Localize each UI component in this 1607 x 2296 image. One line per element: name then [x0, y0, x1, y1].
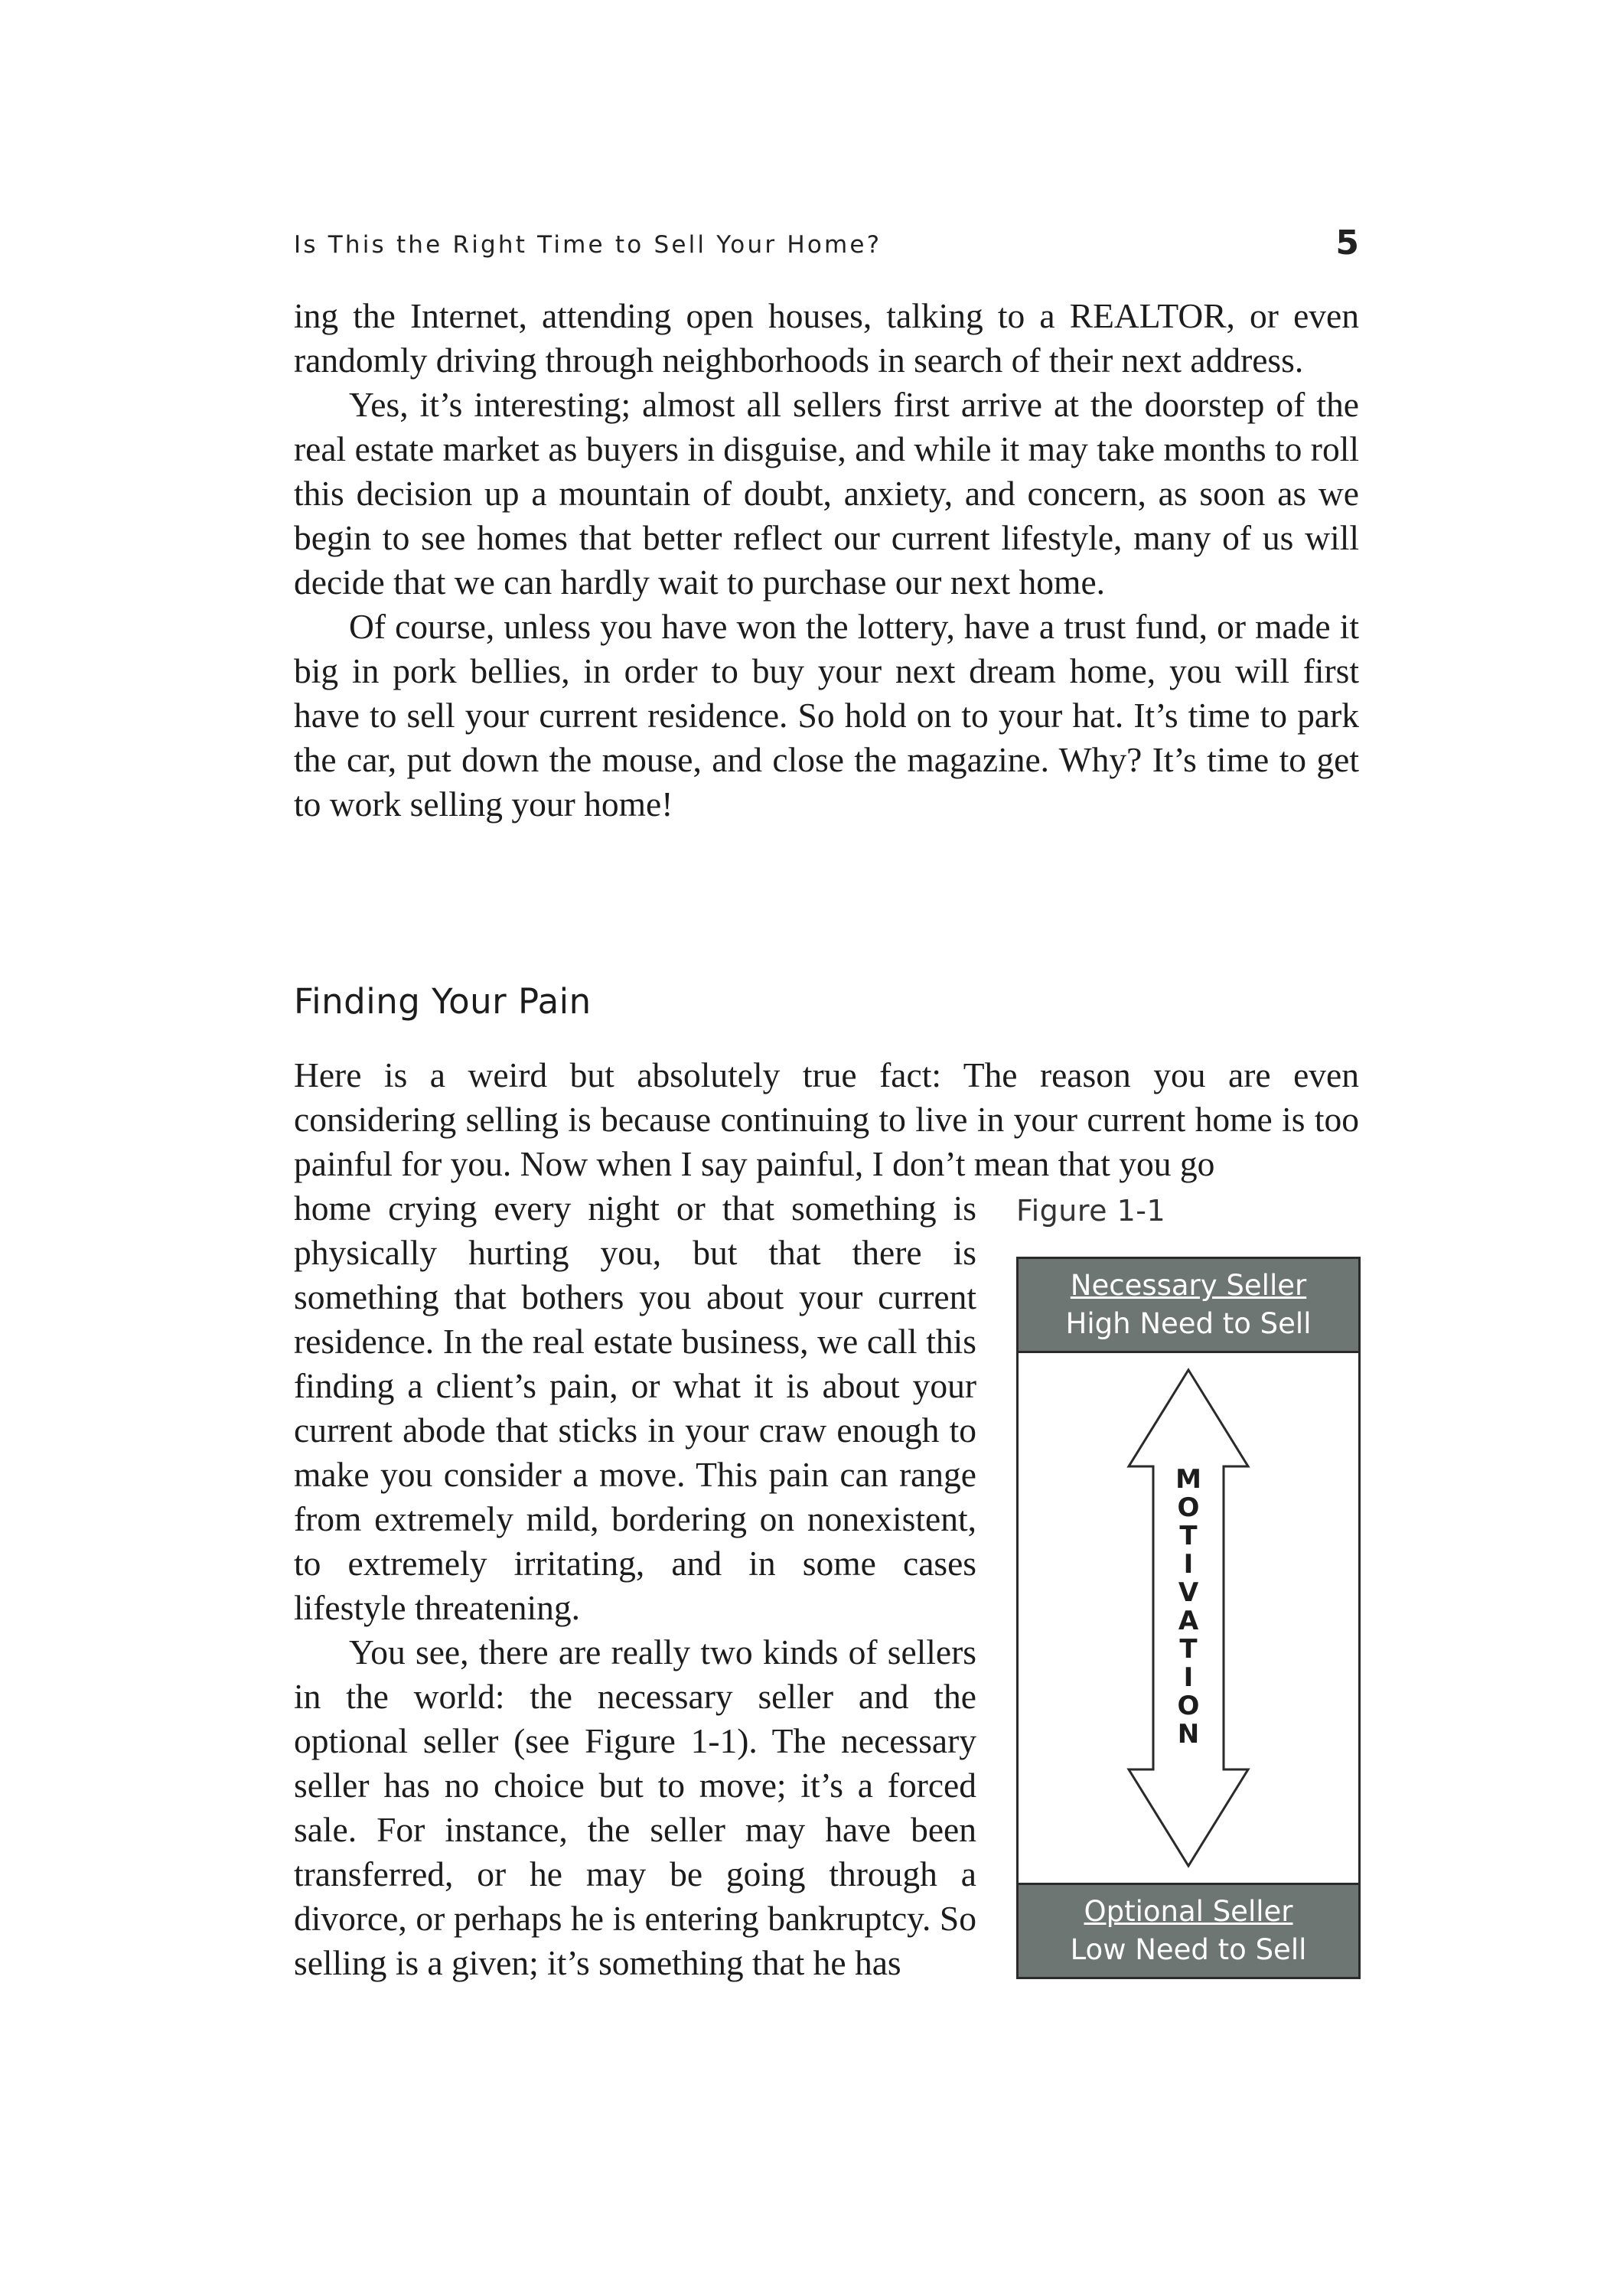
motivation-letter: N: [1177, 1719, 1200, 1750]
section-intro-wide: [294, 1053, 1359, 1186]
paragraph-continuation: ing the Internet, attending open houses, talking to a REALTOR, or even randomly driving through neighborhoods in search of their next address.: [294, 296, 1359, 380]
necessary-seller-label: Necessary Seller: [1070, 1269, 1307, 1302]
motivation-letter: V: [1178, 1577, 1199, 1608]
motivation-letter: T: [1179, 1521, 1198, 1551]
low-need-label: Low Need to Sell: [1070, 1933, 1307, 1966]
motivation-letter: O: [1177, 1691, 1200, 1721]
motivation-letter: I: [1183, 1662, 1194, 1693]
optional-seller-label: Optional Seller: [1084, 1895, 1293, 1928]
figure-1-1: [1016, 1194, 1361, 1979]
motivation-diagram: [1016, 1257, 1361, 1979]
section-heading: Finding Your Pain: [294, 981, 592, 1022]
running-head: [294, 223, 1359, 266]
page-number: 5: [1335, 223, 1359, 263]
motivation-letter: A: [1178, 1606, 1199, 1636]
paragraph-weird-fact: Here is a weird but absolutely true fact: The reason you are even considering selling is because continuing to live in your current home is too painful for you. Now when I say painful, I don’t mean that you go: [294, 1055, 1359, 1183]
paragraph-sell-current-residence: Of course, unless you have won the lottery, have a trust fund, or made it big in pork bellies, in order to buy your next dream home, you will first have to sell your current residence. So hold on to your hat. It’s time to park the car, put down the mouse, and close the magazine. Why? It’s time to get to work selling your home!: [294, 607, 1359, 823]
paragraph-client-pain: home crying every night or that something is physically hurting you, but that there is something that bothers you about your current residence. In the real estate business, we call this finding a client’s pain, or what it is about your current abode that sticks in your craw enough to make you consider a move. This pain can range from extremely mild, bordering on nonexistent, to extremely irritating, and in some cases lifestyle threatening.: [294, 1189, 976, 1627]
motivation-letter: I: [1183, 1549, 1194, 1580]
motivation-vertical-text: [1165, 1466, 1211, 1749]
running-title: Is This the Right Time to Sell Your Home?: [294, 231, 882, 259]
figure-caption: Figure 1-1: [1016, 1194, 1166, 1228]
necessary-seller-band: [1019, 1259, 1358, 1353]
paragraph-two-kinds-of-sellers: You see, there are really two kinds of sellers in the world: the necessary seller and the optional seller (see Figure 1-1). The necessary seller has no choice but to move; it’s a forced sale. For instance, the seller may have been transferred, or he may be going through a divorce, or perhaps he is entering bankruptcy. So selling is a given; it’s something that he has: [294, 1632, 976, 1982]
motivation-letter: T: [1179, 1634, 1198, 1665]
opening-paragraphs: [294, 294, 1359, 827]
motivation-letter: O: [1177, 1492, 1200, 1523]
motivation-letter: M: [1175, 1464, 1201, 1495]
high-need-label: High Need to Sell: [1065, 1307, 1312, 1340]
section-body-narrow: [294, 1186, 976, 1985]
optional-seller-band: [1019, 1883, 1358, 1977]
paragraph-sellers-as-buyers: Yes, it’s interesting; almost all sellers first arrive at the doorstep of the real estate market as buyers in disguise, and while it may take months to roll this decision up a mountain of doubt, anxiety, and concern, as soon as we begin to see homes that better reflect our current lifestyle, many of us will decide that we can hardly wait to purchase our next home.: [294, 385, 1359, 602]
